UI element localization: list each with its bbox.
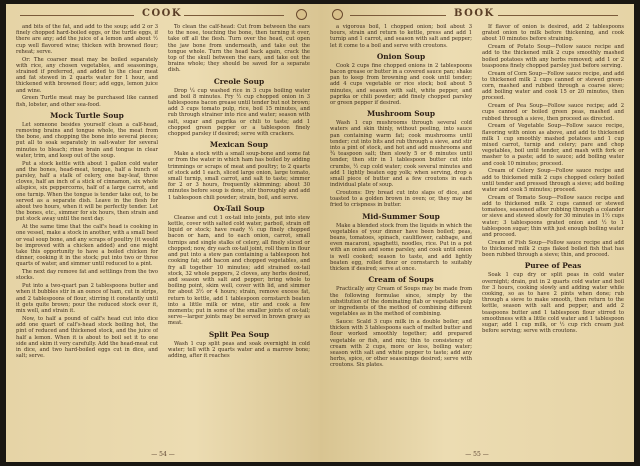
recipe-heading: Mexican Soup: [209, 140, 269, 150]
page-number-left: — 54 —: [151, 451, 175, 458]
recipe-paragraph: Green Turtle meat may be purchased like canned fish, lobster, and other sea-food.: [16, 95, 158, 108]
recipe-paragraph: Cream of Tomato Soup—Follow sauce recipe and add to thickened milk 2 cups canned or stewed tomatoes, seasoned after rubbing through a colander or sieve and stewed slowly for 30 minutes in 1½ cups water; 3 tablespoons grated onion and ½ to 1 tablespoon sugar; thin with just enough boiling water and proceed.: [482, 194, 624, 239]
book-spread: [6, 4, 634, 462]
recipe-paragraph: and bits of the fat, and add to the soup; add 2 or 3 finely chopped hard-boiled eggs, or the turtle eggs, if there are any; add the juice of a lemon and about ½ cup well flavored wine; thicken with browned flour; reheat; serve.: [16, 24, 158, 55]
recipe-paragraph: Croutons: Dry bread cut into slaps of dice, and toasted to a golden brown in oven; or, they may be fried to crispness in butter.: [330, 190, 472, 209]
header-emblem-icon: [332, 9, 343, 20]
recipe-paragraph: Wash 1 cup mushrooms through several cold waters and skin thinly, without peeling, into sauce pan containing warm fat; cook mushrooms until tender; cut into bits and rub through a sieve, and stir into a pint of stock, and hot and add mushrooms and ¾ teaspoon salt; then slowly 5 or 6 minutes until tender, then stir in 1 tablespoon butter cut into crumbs, ½ cup cold water; cook several minutes and add 1 lightly beaten egg yolk; when serving, drop a small piece of butter and a few croutons in each individual plate of soup.: [330, 120, 472, 189]
recipe-heading: Cream of Soups: [368, 275, 434, 285]
header-word-cook: COOK: [142, 8, 183, 19]
recipe-paragraph: Practically any Cream of Soups may be made from the following formulae since, simply by the substitution of the dominating flab or vegetable pulp or ingredients of the method of combining different vegetables as in the method of combining.: [330, 286, 472, 318]
recipe-paragraph: Let someone besides yourself clean a calf-head, removing brains and tongue whole, the meat from the bone, and chopping the bone into several pieces; put all to soak separately in salt-water for several minutes to bleach; rinse brain and tongue in clear water, trim, and keep out of the soup.: [16, 121, 158, 159]
recipe-paragraph: Make a stock with a small soup-bone and some fat or from the water in which ham has boiled by adding trimmings or scraps of meat and poultry; to 2 quarts of stock add 1 each, sliced large onion, large tomato, small turnip, small carrot, and salt to taste; simmer for 2 or 3 hours, frequently skimming; about 30 minutes before soup is done, stir thoroughly and add 1 tablespoon chili powder; strain, boil, and serve.: [168, 151, 310, 201]
recipe-paragraph: Wash 1 cup split peas and soak overnight in cold water; tell with 2 quarts water and a marrow bone; adding, after it reaches: [168, 340, 310, 359]
recipe-paragraph: To clean the calf-head: Cut from between the ears to the nose, touching the bone, then turning it over, take off all the flesh. Turn over the head, cut open the jaw bone from underneath, and take out the tongue whole. Turn the head back again, crack the top of the skull between the ears, and take out the brains whole; they should be saved for a separate dish.: [168, 24, 310, 74]
recipe-paragraph: Put a stock kettle with about 1 gallon cold water and the bones, head-meat, tongue, half a bunch of parsley, half a stalk of celery, one bay-leaf, three cloves, half an inch of a stick of cinnamon, six whole allspice, six peppercorns, half of a large carrot, and one turnip. When the tongue is tender take out, to be served as a separate dish. Leave in the flesh for about two hours, when it will be perfectly tender. Let the bones, etc., simmer for six hours, then strain and put stock away until the next day.: [16, 160, 158, 223]
recipe-heading: Onion Soup: [376, 51, 426, 61]
recipe-paragraph: a vigorous boil, 1 chopped onion; boil about 3 hours, strain and return to kettle, press and add 1 turnip and 1 carrot, and season with salt and pepper; let it come to a boil and serve with croutons.: [330, 24, 472, 49]
header-rule: [20, 15, 134, 16]
recipe-paragraph: Cream of Vegetable Soup—Follow sauce recipe, flavoring with onion as above, and add to thickened milk 1 cup smoothly mashed potatoes and 1 cup mixed carrot, turnip and celery; pare and chop vegetables, boil until tender, and mash with fork or masher to a paste; add to sauce; add boiling water and cook 10 minutes; proceed.: [482, 123, 624, 167]
recipe-heading: Mushroom Soup: [366, 109, 436, 119]
right-page-columns: [330, 24, 624, 446]
recipe-paragraph: Cook 2 cups fine chopped onions in 2 tablespoons bacon grease or butter in a covered sauce pan; shake pan to keep from browning and cook until tender; add 4 cups vegetable or rice stock; boil about 5 minutes, and season with salt, white pepper, and paprika or chili powder; add finely chopped parsley or green pepper if desired.: [330, 62, 472, 107]
recipe-paragraph: Soak 1 cup dry or split peas in cold water overnight; drain, put in 2 quarts cold water and boil for 3 hours, cooking slowly and adding water while cooking, so as to have 2 pints when done; rub through a sieve to make smooth, then return to the kettle, season with salt and pepper, and add 2 teaspoons butter and 1 tablespoon flour stirred to smoothness with a little cold water and 1 tablespoon sugar; add 1 cup milk, or ½ cup rich cream just before serving; serve with croutons.: [482, 272, 624, 335]
left-page-columns: [16, 24, 310, 446]
right-page: [320, 4, 634, 462]
recipe-paragraph: Cleanse and cut 1 ox-tail into joints, put into stew kettle, cover with salted cold water, parboil, strain off liquid or stock; have ready ½ cup finely chopped bacon or ham, and to each onion, carrot, small turnips and single stalks of celery, all finely sliced or chopped; now, dry each ox-tail joint, roll them in flour and put into a stew pan containing a tablespoon hot cooking fat; add bacon and chopped vegetables, and fry all together 10 minutes; add strained ox-tail stock, 32 whole peppers, 2 cloves, any herbs desired, and season with salt and pepper; bring whole to boiling point, skim well, cover with lid, and simmer for about 3½ or 4 hours; strain, remove excess fat, return to kettle, add 1 tablespoon cornstarch beaten into a little milk or wine, stir and cook a few moments; put in some of the smaller joints of ox-tail; serve—larger joints may be served in brown gravy as meat.: [168, 214, 310, 327]
recipe-paragraph: If flavor of onion is desired, add 2 tablespoons grated onion to milk before thickening, and cook about 10 minutes before straining.: [482, 24, 624, 43]
page-number-right: — 55 —: [465, 451, 489, 458]
recipe-heading: Split Pea Soup: [208, 329, 270, 339]
right-column-1: [330, 24, 472, 446]
recipe-paragraph: Put into a two-quart pan 2 tablespoons butter and when it bubbles stir in an ounce of ham, cut in strips, and 2 tablespoons of flour, stirring it constantly until it gets quite brown; pour the reduced stock over it, mix well, and strain it.: [16, 283, 158, 315]
header-word-book: BOOK: [454, 8, 495, 19]
recipe-paragraph: Drop ¼ cup washed rice in 3 cups boiling water and boil 8 minutes. Fry ½ cup chopped onion in 3 tablespoons bacon grease until tender but not brown; add 3 cups tomato pulp, rice, boil 15 minutes, and rub through strainer into rice and water; season with salt, sugar and paprika or chili to taste; add 1 chopped green pepper or a tablespoon finely chopped parsley if desired; serve with crackers.: [168, 87, 310, 138]
recipe-paragraph: Cream of Fish Soup—Follow sauce recipe and add to thickened milk 2 cups flaked boiled fish that has been rubbed through a sieve; thin, and proceed.: [482, 239, 624, 259]
recipe-heading: Creole Soup: [213, 76, 265, 86]
right-page-header: [320, 8, 634, 22]
recipe-paragraph: Cream of Pea Soup—Follow sauce recipe; add 2 cups canned or boiled green peas, mashed and rubbed through a sieve, then proceed as directed.: [482, 103, 624, 122]
recipe-paragraph: Cream of Potato Soup—Follow sauce recipe and add to the thickened milk 2 cups smoothly mashed boiled potatoes with any herbs removed; add 1 or 2 teaspoons finely chopped parsley just before serving.: [482, 44, 624, 69]
recipe-paragraph: Now, to half a pound of calf's head cut into dice add one quart of calf's-head stock boiling hot, the pint of reduced and thickened stock, and the juice of half a lemon. When it is about to boil set it to one side and skim it very carefully. Add the head-meat cut in dice, and two hard-boiled eggs cut in dice, and salt; serve.: [16, 315, 158, 360]
recipe-paragraph: Or: The coarser meat may be boiled separately with rice, any chosen vegetables, and seasonings, strained if preferred, and added to the clear meat and fat stewed in 2 quarts water for 1 hour, and thickened with browned flour; add eggs, lemon juice and wine.: [16, 56, 158, 94]
left-page-header: [6, 8, 320, 22]
recipe-paragraph: Make a blended stock from the liquids in which the vegetables of your dinner have been boiled; peas, beans, tomatoes, spinach, cauliflower, cabbage, and even macaroni, spaghetti, noodles, rice. Put in a pot with an onion and some parsley, and cook until onion is well cooked; season to taste, and add lightly beaten egg, rolled flour or cornstarch to suitably thicken if desired; serve at once.: [330, 222, 472, 273]
recipe-paragraph: Sauce: Scald 3 cups milk in a double boiler, and thicken with 3 tablespoons each of melted butter and flour worked smoothly together; add prepared vegetable or fish, and mix; thin to consistency of cream with 2 cups, more or less, boiling water; season with salt and white pepper to taste; add any herbs, spice, or other seasonings desired; serve with croutons. Six plates.: [330, 318, 472, 369]
right-column-2: [482, 24, 624, 446]
recipe-heading: Ox-Tail Soup: [213, 203, 265, 213]
recipe-heading: Puree of Peas: [524, 261, 582, 271]
header-emblem-icon: [296, 9, 307, 20]
header-rule: [498, 15, 618, 16]
recipe-heading: Mock Turtle Soup: [50, 110, 124, 120]
recipe-paragraph: The next day remove fat and settlings from the two stocks.: [16, 269, 158, 282]
recipe-paragraph: Cream of Celery Soup—Follow sauce recipe and add to thickened milk 2 cups chopped celery boiled until tender and pressed through a sieve; add boiling water and cook 5 minutes; proceed.: [482, 168, 624, 194]
left-page: [6, 4, 320, 462]
recipe-heading: Mid-Summer Soup: [362, 211, 440, 221]
header-rule: [350, 15, 446, 16]
recipe-paragraph: At the same time that the calf's head is cooking in one vessel, make a stock in another, with a small beef or veal soup bone, and any scraps of poultry (it would be improved with a chicken added) and one might take this opportunity to have a boiled chicken for dinner, cooking it in the stock; put into two or three quarts of water, and simmer until reduced to a pint.: [16, 224, 158, 268]
recipe-paragraph: Cream of Corn Soup—Follow sauce recipe, and add to thickened milk 2 cups canned or stewed green-corn, mashed and rubbed through a coarse sieve; add boiling water and cook 15 or 20 minutes, then proceed.: [482, 70, 624, 102]
left-column-2: [168, 24, 310, 446]
left-column-1: [16, 24, 158, 446]
header-rule: [184, 15, 284, 16]
